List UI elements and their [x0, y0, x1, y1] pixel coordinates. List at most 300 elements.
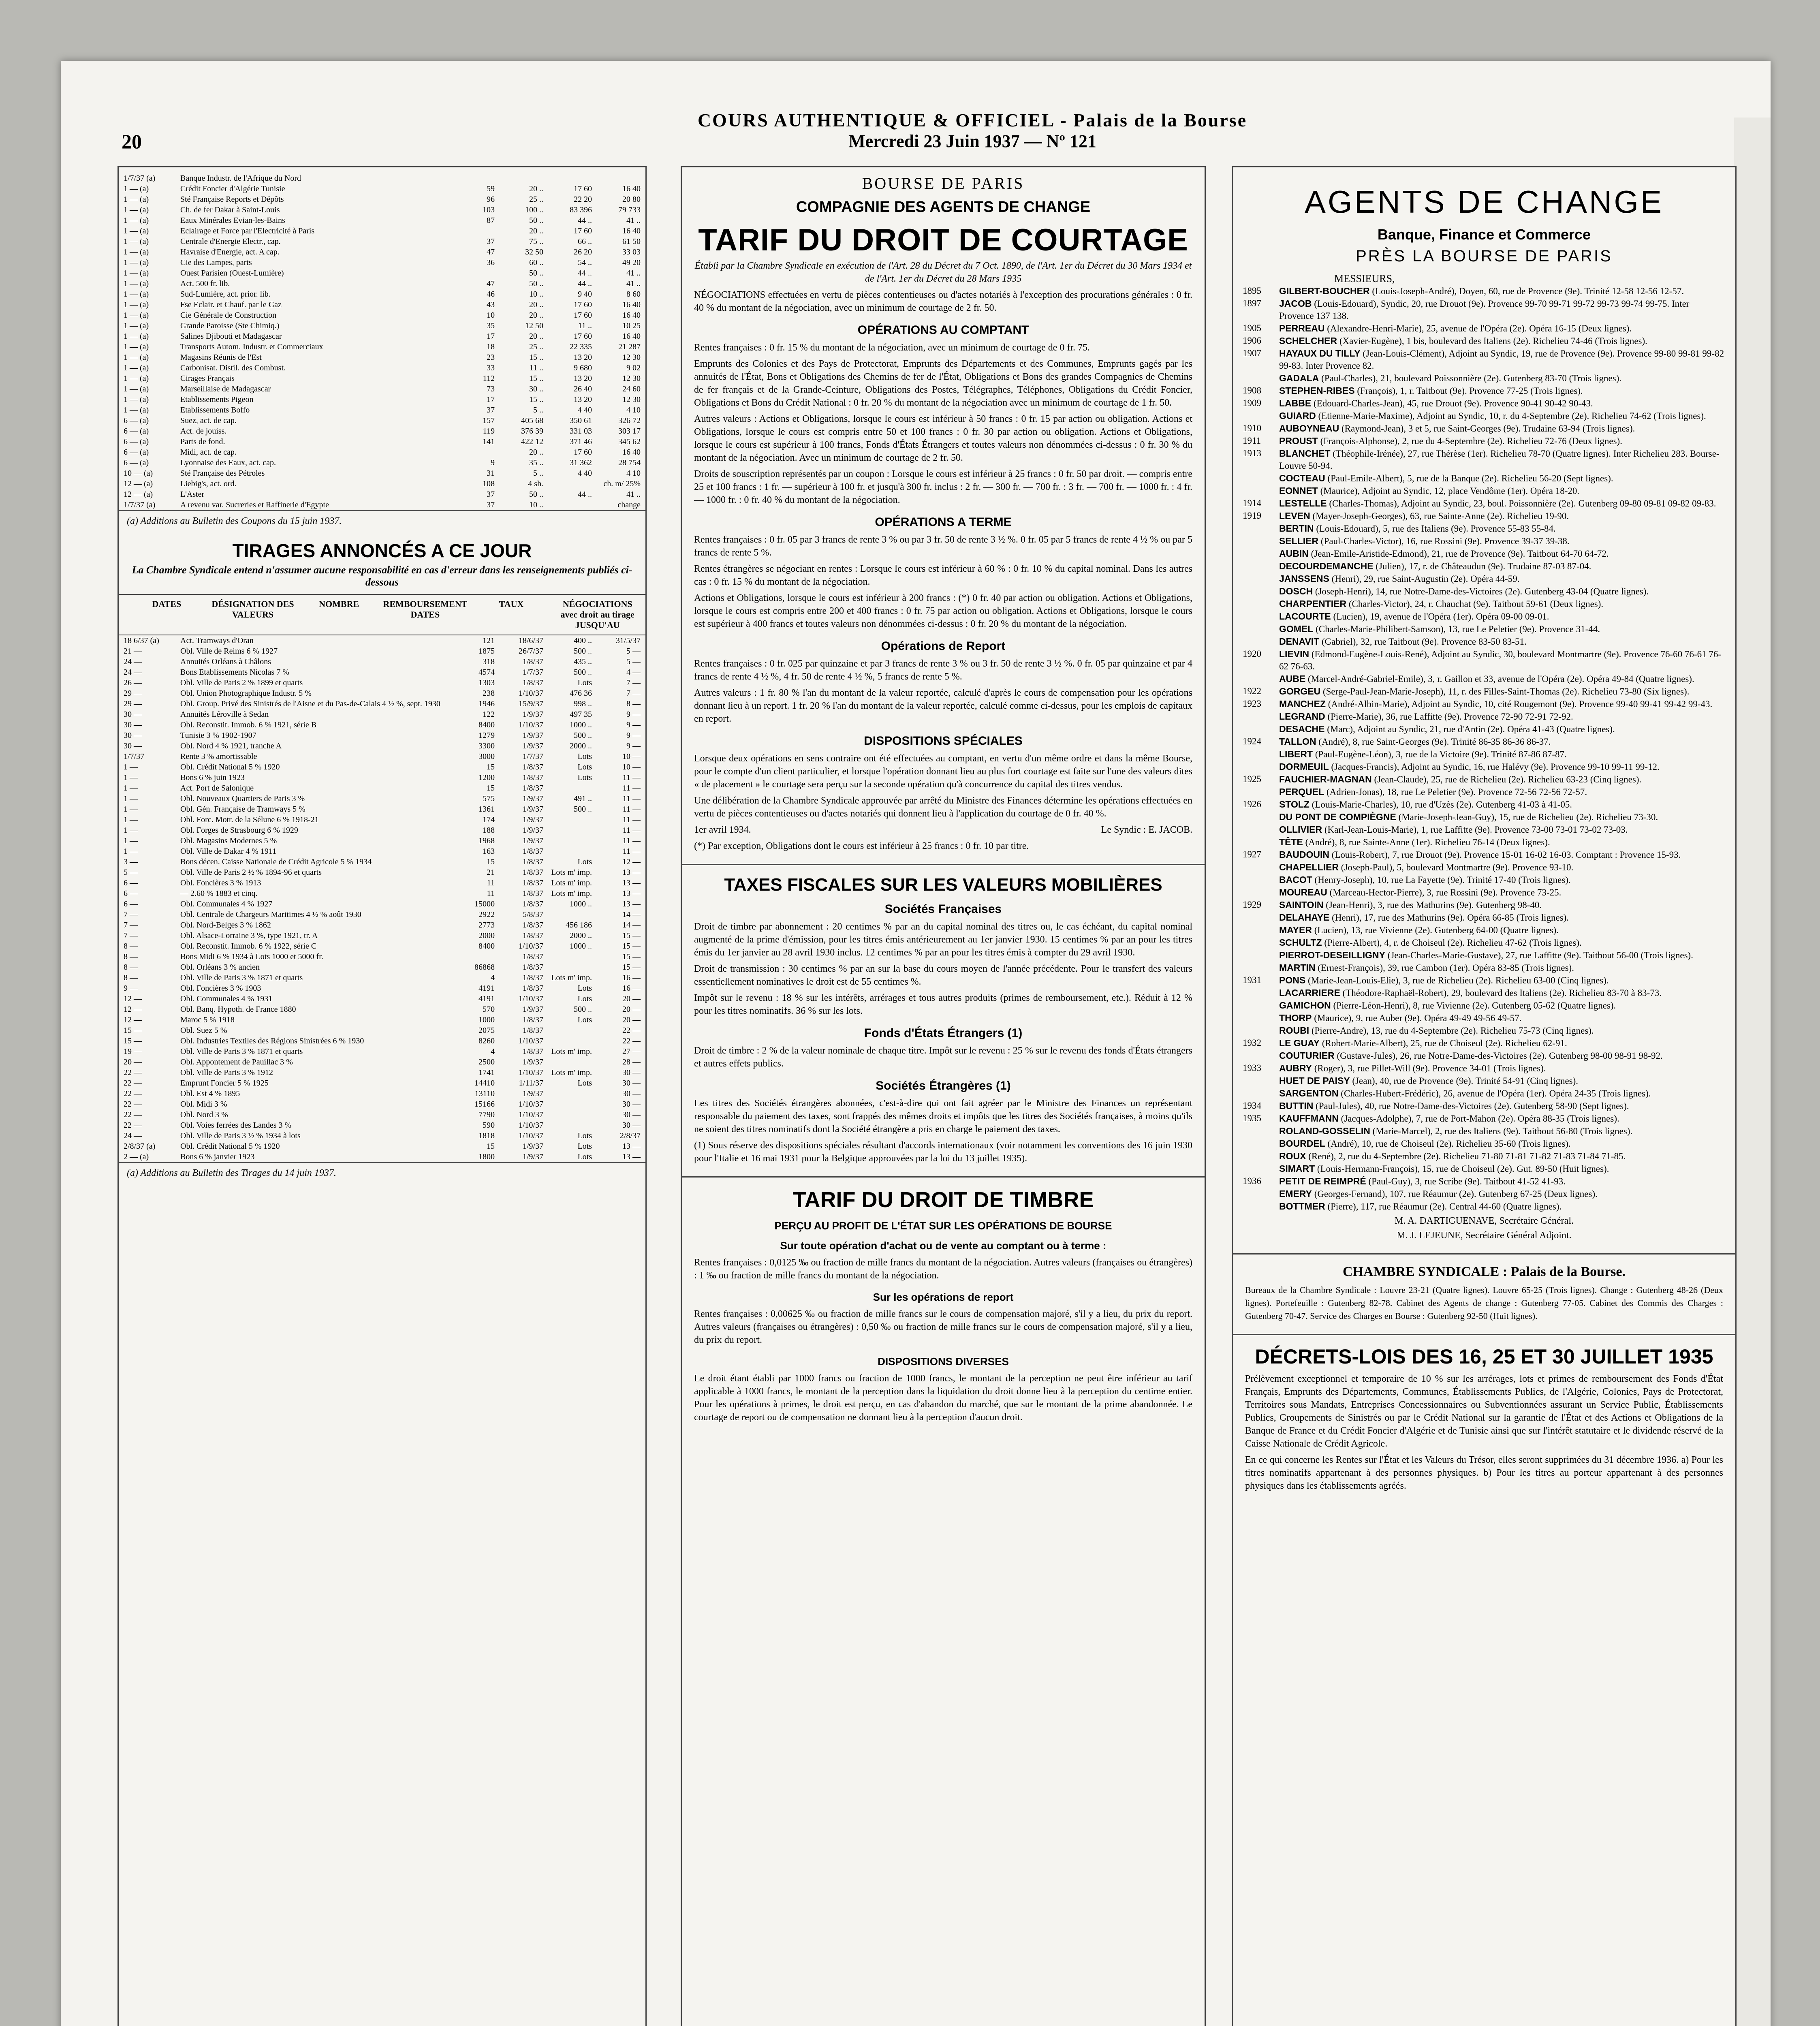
- coupon-value: 350 61: [570, 416, 592, 425]
- agent-detail: (Paul-Charles), 21, boulevard Poissonnière (2e). Gutenberg 83-70 (Trois lignes).: [1321, 373, 1622, 383]
- list-item: [1233, 560, 1735, 573]
- tirage-value: 14 —: [622, 910, 641, 919]
- list-item: [1233, 335, 1735, 347]
- agent-year: 1895: [1243, 286, 1261, 296]
- column-coupons-tirages: [117, 166, 647, 2026]
- coupon-value: 4 40: [578, 469, 592, 478]
- tirage-value: 28 —: [622, 1058, 641, 1066]
- tirages-column-header: DÉSIGNATION DES VALEURS: [211, 599, 294, 620]
- coupon-date: 1 — (a): [124, 205, 149, 214]
- agent-entry: [1279, 610, 1726, 623]
- table-row: [119, 1088, 645, 1099]
- tirage-value: 10 —: [622, 763, 641, 772]
- agent-name: SARGENTON: [1279, 1088, 1339, 1098]
- tirage-value: 15 —: [622, 942, 641, 951]
- coupon-value: 12 30: [622, 374, 641, 383]
- agent-year: [1243, 585, 1279, 598]
- coupons-table: [119, 167, 645, 510]
- table-row: [119, 1057, 645, 1067]
- table-row: [119, 1078, 645, 1088]
- tirage-value: [543, 962, 592, 972]
- coupon-date: 1 — (a): [124, 269, 149, 278]
- coupon-name: Crédit Foncier d'Algérie Tunisie: [180, 184, 285, 193]
- list-item: [1233, 397, 1735, 410]
- coupon-date: 1 — (a): [124, 321, 149, 330]
- coupon-value: 26 40: [574, 385, 592, 393]
- agent-detail: (Roger), 3, rue Pillet-Will (9e). Provence 34-01 (Trois lignes).: [1314, 1063, 1546, 1073]
- agent-year: [1243, 911, 1279, 924]
- tirage-date: 7 —: [124, 931, 138, 940]
- coupon-value: 331 03: [570, 427, 592, 436]
- agent-detail: (Charles-Thomas), Adjoint au Syndic, 23, boul. Poissonnière (2e). Gutenberg 09-80 09-81 09-82 09-83.: [1329, 498, 1716, 509]
- tirage-value: 1/9/37: [522, 805, 543, 814]
- coupon-name: Midi, act. de cap.: [180, 448, 237, 457]
- agent-detail: (Jean-Claude), 25, rue de Richelieu (2e). Richelieu 63-23 (Cinq lignes).: [1374, 774, 1642, 784]
- coupon-value: [592, 173, 641, 184]
- tirage-name: Obl. Voies ferrées des Landes 3 %: [180, 1121, 292, 1130]
- agent-name: GUIARD: [1279, 410, 1316, 421]
- coupon-name: Suez, act. de cap.: [180, 416, 237, 425]
- coupon-value: 9 02: [626, 363, 641, 372]
- agent-detail: (Jacques-Francis), Adjoint au Syndic, 16, rue Halévy (9e). Provence 99-10 99-11 99-12.: [1331, 762, 1660, 772]
- tirage-name: Obl. Centrale de Chargeurs Maritimes 4 ½ % août 1930: [180, 910, 361, 919]
- tirage-date: 9 —: [124, 984, 138, 993]
- table-row: [119, 709, 645, 720]
- agent-year: [1243, 1200, 1279, 1213]
- tirage-value: 13110: [474, 1089, 495, 1098]
- list-item: [1233, 422, 1735, 435]
- table-row: [119, 994, 645, 1004]
- agent-detail: (Paul-Guy), 3, rue Scribe (9e). Taitbout 41-52 41-93.: [1368, 1176, 1566, 1186]
- tirage-value: 8400: [478, 720, 495, 729]
- agent-name: BAUDOUIN: [1279, 849, 1329, 860]
- tirage-value: 22 —: [622, 1026, 641, 1035]
- tirage-value: 1/10/37: [518, 1068, 543, 1077]
- tirage-value: 1800: [478, 1152, 495, 1161]
- table-row: [119, 804, 645, 814]
- agent-entry: [1279, 899, 1726, 911]
- agent-entry: [1279, 698, 1726, 710]
- agent-entry: [1279, 585, 1726, 598]
- tirage-date: 24 —: [124, 668, 142, 677]
- taxes-section-francaises: Sociétés Françaises: [884, 902, 1002, 916]
- agent-detail: (Louis-Edouard), Syndic, 20, rue Drouot (9e). Provence 99-70 99-71 99-72 99-73 99-74 99-75. Inter Provence 137 138.: [1279, 299, 1690, 321]
- coupon-name: Grande Paroisse (Ste Chimiq.): [180, 321, 280, 330]
- tirage-value: 15: [487, 857, 495, 866]
- coupon-value: 21 287: [618, 342, 641, 351]
- agent-entry: [1279, 573, 1726, 585]
- courtage-p9: Autres valeurs : 1 fr. 80 % l'an du montant de la valeur reportée, calculé d'après le cours de compensation pour les opérations donnant lieu à un report. 1 fr. 20 % l'an du montant de la valeur reportée, calculé comme ci-dessus, pour les emplois de capitaux en report.: [694, 688, 1192, 724]
- list-item: [1233, 685, 1735, 698]
- coupon-value: 17 60: [574, 184, 592, 193]
- tirage-date: 30 —: [124, 731, 142, 740]
- agent-year: [1243, 1163, 1279, 1175]
- tirage-value: 238: [483, 689, 495, 698]
- tirage-date: 24 —: [124, 657, 142, 666]
- coupon-value: 103: [483, 205, 495, 214]
- table-row: [119, 951, 645, 962]
- coupon-value: 119: [483, 427, 495, 436]
- tirage-value: Lots m' imp.: [551, 868, 592, 877]
- timbre-p2: Rentes françaises : 0,00625 ‰ ou fraction de mille francs sur le cours de compensation majoré, s'il y a lieu, du prix du report. Autres valeurs (françaises ou étrangères) : 0,50 ‰ ou fraction de mille francs sur le cours de compensation majoré, s'il y a lieu, du prix du report.: [694, 1309, 1192, 1345]
- tirage-date: 15 —: [124, 1026, 142, 1035]
- coupon-value: 35 ..: [529, 458, 543, 467]
- agent-year: [1243, 560, 1279, 573]
- tirage-value: 1/9/37: [522, 826, 543, 835]
- list-item: [1233, 735, 1735, 748]
- tirage-value: 15: [487, 763, 495, 772]
- tirage-name: Obl. Ville de Paris 2 ½ % 1894-96 et quarts: [180, 868, 322, 877]
- table-row: [119, 751, 645, 762]
- agent-name: SELLIER: [1279, 536, 1319, 546]
- taxes-section-fonds: Fonds d'États Étrangers (1): [864, 1026, 1023, 1040]
- coupon-value: 405 68: [521, 416, 543, 425]
- tirage-value: 2500: [478, 1058, 495, 1066]
- coupon-date: 1 — (a): [124, 342, 149, 351]
- tirage-value: 497 35: [570, 710, 592, 719]
- tirage-value: Lots m' imp.: [551, 973, 592, 982]
- tirage-name: Obl. Est 4 % 1895: [180, 1089, 240, 1098]
- table-row: [119, 1141, 645, 1152]
- agent-detail: (Henry-Joseph), 10, rue La Fayette (9e). Trinité 17-40 (Trois lignes).: [1314, 875, 1571, 885]
- coupon-value: 100 ..: [525, 205, 543, 214]
- agent-detail: (Pierre), 117, rue Réaumur (2e). Central 44-60 (Quatre lignes).: [1327, 1201, 1562, 1212]
- tirages-column-header: TAUX: [499, 599, 524, 609]
- agent-year: [1243, 1150, 1279, 1163]
- table-row: [119, 836, 645, 846]
- tirage-date: 1 —: [124, 836, 138, 845]
- agent-name: COUTURIER: [1279, 1050, 1335, 1061]
- agent-name: ROUBI: [1279, 1025, 1309, 1036]
- list-item: [1233, 648, 1735, 673]
- tirages-subtitle: La Chambre Syndicale entend n'assumer aucune responsabilité en cas d'erreur dans les renseignements publiés ci-dessous: [132, 564, 632, 588]
- coupon-date: 1 — (a): [124, 353, 149, 362]
- coupon-value: ch. m/ 25%: [603, 479, 641, 488]
- coupon-value: [543, 173, 592, 184]
- list-item: [1233, 848, 1735, 861]
- tirage-value: 1/8/37: [522, 1015, 543, 1024]
- agent-detail: (Henri), 17, rue des Mathurins (9e). Opéra 66-85 (Trois lignes).: [1332, 913, 1569, 923]
- agent-name: GAMICHON: [1279, 1000, 1331, 1011]
- tirage-value: 1/9/37: [522, 1058, 543, 1066]
- agent-detail: (Marie-Jean-Louis-Elie), 3, rue de Richelieu (2e). Richelieu 63-00 (Cinq lignes).: [1307, 975, 1609, 985]
- tirage-value: 435 ..: [574, 657, 592, 666]
- table-row: [119, 331, 645, 342]
- coupon-value: 41 ..: [626, 216, 641, 225]
- list-item: [1233, 1188, 1735, 1200]
- tirage-value: 500 ..: [574, 1005, 592, 1014]
- tirage-value: 13 —: [622, 1142, 641, 1151]
- agent-year: [1243, 1137, 1279, 1150]
- list-item: [1233, 1125, 1735, 1137]
- taxes-title: TAXES FISCALES SUR LES VALEURS MOBILIÈRES: [724, 875, 1162, 895]
- agent-entry: [1279, 547, 1726, 560]
- table-row: [119, 184, 645, 194]
- tirage-value: 11 —: [622, 836, 641, 845]
- table-row: [119, 677, 645, 688]
- agent-entry: [1279, 1075, 1726, 1087]
- tirage-value: 15: [487, 1142, 495, 1151]
- agent-entry: [1279, 435, 1726, 447]
- agent-detail: (Maurice), 9, rue Auber (9e). Opéra 49-49 49-56 49-57.: [1314, 1013, 1522, 1023]
- tirage-value: 2000 ..: [570, 742, 592, 750]
- list-item: [1233, 673, 1735, 685]
- tirage-value: 22 —: [622, 1037, 641, 1045]
- tirage-value: 4 —: [626, 668, 641, 677]
- agent-detail: (Louis-Edouard), 5, rue des Italiens (9e). Provence 55-83 55-84.: [1316, 524, 1556, 534]
- agent-name: DECOURDEMANCHE: [1279, 561, 1374, 571]
- tirage-value: 4191: [478, 994, 495, 1003]
- tirage-value: 1/10/37: [518, 1121, 543, 1130]
- coupon-value: 141: [483, 437, 495, 446]
- tirage-date: 26 —: [124, 678, 142, 687]
- agent-name: OLLIVIER: [1279, 824, 1322, 835]
- coupon-value: 326 72: [618, 416, 641, 425]
- agent-name: MANCHEZ: [1279, 699, 1326, 709]
- agent-entry: [1279, 1125, 1726, 1137]
- list-item: [1233, 297, 1735, 322]
- tirage-value: 5 —: [626, 657, 641, 666]
- agent-entry: [1279, 385, 1726, 397]
- list-item: [1233, 522, 1735, 535]
- tirage-date: 8 —: [124, 952, 138, 961]
- coupon-date: 1/7/37 (a): [124, 500, 156, 509]
- coupon-date: 10 — (a): [124, 469, 153, 478]
- tirages-note: (a) Additions au Bulletin des Tirages du 14 juin 1937.: [119, 1162, 645, 1184]
- table-row: [119, 741, 645, 751]
- agent-detail: (Théophile-Irénée), 27, rue Thérèse (1er). Richelieu 78-70 (Quatre lignes). Inter Richelieu 283. Bourse-Louvre 50-94.: [1279, 449, 1720, 471]
- table-row: [119, 730, 645, 741]
- list-item: [1233, 874, 1735, 886]
- tirage-value: 11: [487, 889, 495, 898]
- coupon-value: 13 20: [574, 374, 592, 383]
- table-row: [119, 289, 645, 299]
- tirage-value: 1/8/37: [522, 763, 543, 772]
- agent-detail: (Théodore-Raphaël-Robert), 29, boulevard des Italiens (2e). Richelieu 83-70 à 83-73.: [1342, 988, 1662, 998]
- agent-year: [1243, 623, 1279, 635]
- list-item: [1233, 710, 1735, 723]
- table-row: [119, 479, 645, 489]
- tirage-value: 1303: [478, 678, 495, 687]
- agent-year: [1243, 1049, 1279, 1062]
- agent-name: PETIT DE REIMPRÉ: [1279, 1176, 1366, 1186]
- agent-detail: (René), 2, rue du 4-Septembre (2e). Richelieu 71-80 71-81 71-82 71-83 71-84 71-85.: [1308, 1151, 1626, 1161]
- tirage-value: 15000: [474, 900, 495, 908]
- coupon-name: Cirages Français: [180, 374, 235, 383]
- tirage-value: 1968: [478, 836, 495, 845]
- list-item: [1233, 1024, 1735, 1037]
- tirage-value: 15/9/37: [518, 699, 543, 708]
- coupon-value: 83 396: [570, 205, 592, 214]
- divider: [682, 864, 1205, 865]
- table-row: [119, 1004, 645, 1015]
- tirage-value: 9 —: [626, 731, 641, 740]
- tirage-date: 8 —: [124, 973, 138, 982]
- agent-year: [1243, 761, 1279, 773]
- tirage-value: Lots m' imp.: [551, 889, 592, 898]
- list-item: [1233, 1112, 1735, 1125]
- table-row: [119, 688, 645, 699]
- tirage-value: 16 —: [622, 973, 641, 982]
- list-item: [1233, 410, 1735, 422]
- agent-name: BLANCHET: [1279, 448, 1331, 459]
- agent-entry: [1279, 447, 1726, 472]
- tirage-value: 1/8/37: [522, 900, 543, 908]
- coupon-date: 6 — (a): [124, 416, 149, 425]
- tirage-value: 11 —: [622, 794, 641, 803]
- tirage-value: 1/10/37: [518, 1110, 543, 1119]
- table-row: [119, 793, 645, 804]
- agent-detail: (Marie-Marcel), 2, rue des Italiens (9e). Taitbout 56-80 (Trois lignes).: [1372, 1126, 1633, 1136]
- courtage-p7: Actions et Obligations, lorsque le cours est inférieur à 200 francs : (*) 0 fr. 40 par action ou obligation. Actions et Obligations, lorsque le cours est compris entre 200 et 400 francs : 0 fr. 75 par action ou obligation. Actions et Obligations, lorsque le cours est supérieur à 400 francs et toutes valeurs non dénommées ci-dessus : 0 fr. 20 % du montant de la négociation.: [694, 593, 1192, 629]
- tirage-name: Obl. Industries Textiles des Régions Sinistrées 6 % 1930: [180, 1037, 364, 1045]
- agent-entry: [1279, 522, 1726, 535]
- tirage-value: 318: [483, 657, 495, 666]
- coupon-value: 112: [483, 374, 495, 383]
- agent-entry: [1279, 598, 1726, 610]
- list-item: [1233, 861, 1735, 874]
- coupon-value: 10 25: [622, 321, 641, 330]
- agent-detail: (Gabriel), 32, rue Taitbout (9e). Provence 83-50 83-51.: [1322, 637, 1527, 647]
- list-item: [1233, 322, 1735, 335]
- coupon-date: 6 — (a): [124, 458, 149, 467]
- coupon-value: 12 30: [622, 395, 641, 404]
- coupon-value: 11 ..: [578, 321, 592, 330]
- agent-entry: [1279, 811, 1726, 823]
- list-item: [1233, 1175, 1735, 1188]
- coupon-value: 61 50: [622, 237, 641, 246]
- tirage-value: 570: [483, 1005, 495, 1014]
- agent-year: 1922: [1243, 686, 1261, 696]
- table-row: [119, 268, 645, 278]
- agents-secretary: M. A. DARTIGUENAVE, Secrétaire Général.: [1395, 1216, 1574, 1226]
- agent-detail: (Serge-Paul-Jean-Marie-Joseph), 11, r. des Filles-Saint-Thomas (2e). Richelieu 73-80 (Six lignes).: [1322, 686, 1690, 697]
- tirage-value: 2922: [478, 910, 495, 919]
- agent-entry: [1279, 786, 1726, 798]
- tirage-value: 8 —: [626, 699, 641, 708]
- tirage-value: 13 —: [622, 900, 641, 908]
- coupon-name: Carbonisat. Distil. des Combust.: [180, 363, 286, 372]
- coupon-value: 4 40: [578, 406, 592, 415]
- table-row: [119, 857, 645, 867]
- coupon-value: 20 ..: [529, 311, 543, 320]
- agent-year: [1243, 1125, 1279, 1137]
- tirage-value: 13 —: [622, 868, 641, 877]
- masthead-title: COURS AUTHENTIQUE & OFFICIEL - Palais de la Bourse: [697, 110, 1248, 130]
- tirage-value: [543, 825, 592, 836]
- tirage-date: 12 —: [124, 1005, 142, 1014]
- table-row: [119, 394, 645, 405]
- list-item: [1233, 1150, 1735, 1163]
- tirage-value: Lots: [577, 1131, 592, 1140]
- tirage-value: 500 ..: [574, 805, 592, 814]
- table-row: [119, 310, 645, 321]
- coupon-value: 22 20: [574, 195, 592, 204]
- agent-name: DU PONT DE COMPIÈGNE: [1279, 812, 1396, 822]
- tirage-value: 1818: [478, 1131, 495, 1140]
- agent-entry: [1279, 497, 1726, 510]
- coupon-value: [446, 447, 495, 457]
- agent-year: [1243, 598, 1279, 610]
- agent-name: LESTELLE: [1279, 498, 1327, 509]
- coupon-value: 36: [487, 258, 495, 267]
- agent-name: MOUREAU: [1279, 887, 1327, 898]
- table-row: [119, 962, 645, 972]
- tirage-value: 1/10/37: [518, 689, 543, 698]
- agent-detail: (Charles-Hubert-Frédéric), 26, avenue de l'Opéra (1er). Opéra 24-35 (Trois lignes).: [1341, 1088, 1651, 1098]
- coupon-value: 37: [487, 237, 495, 246]
- agent-name: ROLAND-GOSSELIN: [1279, 1126, 1370, 1136]
- list-item: [1233, 1012, 1735, 1024]
- agent-detail: (Lucien), 19, avenue de l'Opéra (1er). Opéra 09-00 09-01.: [1333, 611, 1549, 622]
- tirage-date: 21 —: [124, 647, 142, 656]
- tirage-value: 2000 ..: [570, 931, 592, 940]
- agent-name: HAYAUX DU TILLY: [1279, 348, 1361, 359]
- agent-name: PERQUEL: [1279, 786, 1324, 797]
- tirage-value: Lots m' imp.: [551, 1047, 592, 1056]
- agent-name: MARTIN: [1279, 962, 1316, 973]
- list-item: [1233, 811, 1735, 823]
- agent-name: FAUCHIER-MAGNAN: [1279, 774, 1372, 784]
- agent-entry: [1279, 735, 1726, 748]
- tirage-date: 3 —: [124, 857, 138, 866]
- tirage-name: Obl. Nord-Belges 3 % 1862: [180, 921, 271, 930]
- agent-name: BOTTMER: [1279, 1201, 1325, 1212]
- tirage-value: 1/8/37: [522, 952, 543, 961]
- tirage-value: 2000: [478, 931, 495, 940]
- agent-entry: [1279, 410, 1726, 422]
- agent-detail: (Marcel-André-Gabriel-Emile), 3, r. Gaillon et 33, avenue de l'Opéra (2e). Opéra 49-84 (Quatre lignes).: [1307, 674, 1694, 684]
- page-number: 20: [122, 130, 142, 153]
- agent-name: GADALA: [1279, 373, 1319, 383]
- agent-entry: [1279, 635, 1726, 648]
- tirage-value: 1/8/37: [522, 1026, 543, 1035]
- tirage-name: Act. Tramways d'Oran: [180, 636, 254, 645]
- agent-entry: [1279, 372, 1726, 385]
- coupon-name: Marseillaise de Madagascar: [180, 385, 271, 393]
- coupon-value: 35: [487, 321, 495, 330]
- tirage-value: 1741: [478, 1068, 495, 1077]
- agent-detail: (Marc), Adjoint au Syndic, 21, rue d'Antin (2e). Opéra 41-43 (Quatre lignes).: [1327, 724, 1615, 734]
- tirage-value: 1000 ..: [570, 900, 592, 908]
- tirage-date: 2/8/37 (a): [124, 1142, 156, 1151]
- agent-entry: [1279, 1163, 1726, 1175]
- agent-entry: [1279, 886, 1726, 899]
- table-row: [119, 899, 645, 909]
- coupon-value: 108: [483, 479, 495, 488]
- list-item: [1233, 773, 1735, 786]
- tirage-name: Obl. Communales 4 % 1927: [180, 900, 273, 908]
- agent-entry: [1279, 422, 1726, 435]
- tirage-name: Annuités Léroville à Sedan: [180, 710, 269, 719]
- coupon-value: 23: [487, 353, 495, 362]
- courtage-p5: Rentes françaises : 0 fr. 05 par 3 francs de rente 3 % ou par 3 fr. 50 de rente 3 ½ %. 0 fr. 05 par 5 francs de rente 4 ½ % ou par 5 francs de rente 5 %.: [694, 534, 1192, 558]
- tirage-name: Obl. Forges de Strasbourg 6 % 1929: [180, 826, 298, 835]
- tirage-name: Rente 3 % amortissable: [180, 752, 257, 761]
- tirage-value: 9 —: [626, 742, 641, 750]
- tirage-value: 4574: [478, 668, 495, 677]
- coupon-date: 1 — (a): [124, 258, 149, 267]
- coupon-value: 47: [487, 248, 495, 256]
- agent-year: [1243, 1087, 1279, 1100]
- coupon-value: [543, 479, 592, 489]
- agent-name: THORP: [1279, 1013, 1312, 1023]
- agent-year: [1243, 610, 1279, 623]
- list-item: [1233, 899, 1735, 911]
- agent-entry: [1279, 748, 1726, 761]
- coupon-value: 31: [487, 469, 495, 478]
- tirage-value: 12 —: [622, 857, 641, 866]
